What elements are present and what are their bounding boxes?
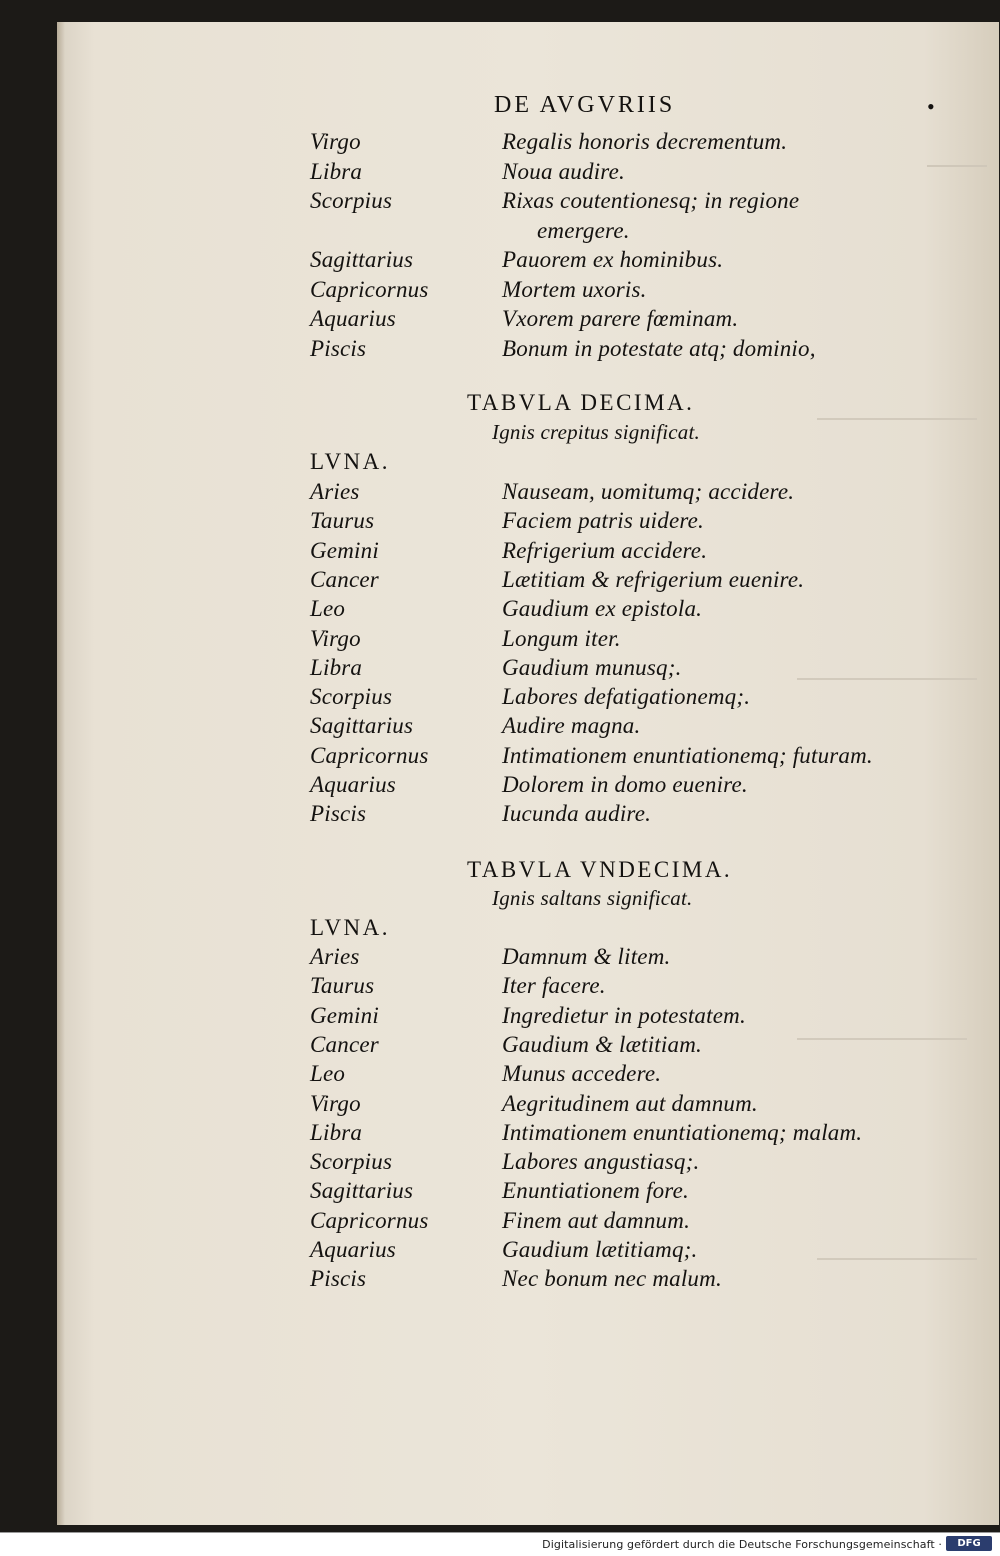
bleed-through-mark xyxy=(817,402,977,420)
zodiac-sign: Taurus xyxy=(310,508,375,534)
sign-meaning: Intimationem enuntiationemq; futuram. xyxy=(502,742,873,768)
zodiac-sign: Cancer xyxy=(310,1031,379,1057)
zodiac-sign: Leo xyxy=(310,596,346,622)
sign-meaning: Pauorem ex hominibus. xyxy=(502,247,724,272)
zodiac-sign: Virgo xyxy=(310,625,361,651)
sign-meaning: Nauseam, uomitumq; accidere. xyxy=(502,479,795,504)
zodiac-sign: Scorpius xyxy=(310,684,393,710)
zodiac-sign: Taurus xyxy=(310,973,375,999)
luna-label: LVNA. xyxy=(310,915,391,940)
sign-meaning-continuation: emergere. xyxy=(537,217,630,243)
sign-meaning: Labores angustiasq;. xyxy=(502,1149,700,1175)
sign-meaning: Iucunda audire. xyxy=(502,801,652,827)
zodiac-sign: Libra xyxy=(310,654,363,680)
sign-meaning: Audire magna. xyxy=(502,713,641,739)
luna-label: LVNA. xyxy=(310,449,391,474)
zodiac-sign: Sagittarius xyxy=(310,247,414,272)
zodiac-sign: Leo xyxy=(310,1061,346,1087)
zodiac-sign: Aquarius xyxy=(310,772,396,797)
corner-mark: • xyxy=(927,94,935,119)
sign-meaning: Gaudium ex epistola. xyxy=(502,596,703,622)
sign-meaning: Finem aut damnum. xyxy=(502,1207,691,1233)
sign-meaning: Nec bonum nec malum. xyxy=(502,1266,722,1292)
running-head: DE AVGVRIIS xyxy=(494,92,676,118)
sign-meaning: Aegritudinem aut damnum. xyxy=(502,1090,758,1116)
sign-meaning: Munus accedere. xyxy=(502,1061,662,1087)
zodiac-sign: Piscis xyxy=(310,801,367,827)
sign-meaning: Damnum & litem. xyxy=(502,944,671,969)
dfg-logo-icon: DFG xyxy=(946,1536,992,1551)
sign-meaning: Iter facere. xyxy=(502,973,606,999)
sign-meaning: Longum iter. xyxy=(502,625,621,651)
zodiac-sign: Aries xyxy=(310,944,360,969)
zodiac-sign: Capricornus xyxy=(310,1207,429,1233)
zodiac-sign: Capricornus xyxy=(310,742,429,768)
zodiac-sign: Libra xyxy=(310,1119,363,1145)
sign-meaning: Vxorem parere fœminam. xyxy=(502,306,739,331)
sign-meaning: Noua audire. xyxy=(502,158,625,184)
digitization-footer xyxy=(0,1532,1000,1556)
sign-meaning: Mortem uxoris. xyxy=(502,276,647,302)
sign-meaning: Gaudium lætitiamq;. xyxy=(502,1237,698,1262)
bleed-through-mark xyxy=(927,147,987,167)
page-gutter-shadow xyxy=(57,22,65,1525)
sign-meaning: Refrigerium accidere. xyxy=(502,537,708,563)
sign-meaning: Intimationem enuntiationemq; malam. xyxy=(502,1119,863,1145)
sign-meaning: Labores defatigationemq;. xyxy=(502,684,751,710)
footer-credit-text: Digitalisierung gefördert durch die Deutsche Forschungsgemeinschaft · xyxy=(542,1538,942,1551)
table-title: TABVLA VNDECIMA. xyxy=(467,857,733,882)
zodiac-sign: Gemini xyxy=(310,537,379,563)
bleed-through-mark xyxy=(797,662,977,680)
book-page xyxy=(57,22,999,1525)
zodiac-sign: Piscis xyxy=(310,335,367,361)
sign-meaning: Dolorem in domo euenire. xyxy=(502,772,748,797)
sign-meaning: Lætitiam & refrigerium euenire. xyxy=(502,566,805,592)
zodiac-sign: Libra xyxy=(310,158,363,184)
zodiac-sign: Scorpius xyxy=(310,188,393,213)
sign-meaning: Regalis honoris decrementum. xyxy=(502,129,788,154)
sign-meaning: Ingredietur in potestatem. xyxy=(502,1002,746,1028)
zodiac-sign: Aries xyxy=(310,479,360,504)
zodiac-sign: Cancer xyxy=(310,566,379,592)
sign-meaning: Rixas coutentionesq; in regione xyxy=(502,188,800,213)
zodiac-sign: Aquarius xyxy=(310,1237,396,1262)
zodiac-sign: Piscis xyxy=(310,1266,367,1292)
zodiac-sign: Sagittarius xyxy=(310,713,414,739)
sign-meaning: Bonum in potestate atq; dominio, xyxy=(502,335,816,361)
zodiac-sign: Aquarius xyxy=(310,306,396,331)
zodiac-sign: Virgo xyxy=(310,129,361,154)
table-subtitle: Ignis saltans significat. xyxy=(492,886,693,910)
zodiac-sign: Gemini xyxy=(310,1002,379,1028)
table-subtitle: Ignis crepitus significat. xyxy=(492,420,700,444)
bleed-through-mark xyxy=(817,1242,977,1260)
zodiac-sign: Scorpius xyxy=(310,1149,393,1175)
zodiac-sign: Sagittarius xyxy=(310,1178,414,1204)
table-title: TABVLA DECIMA. xyxy=(467,390,695,415)
sign-meaning: Enuntiationem fore. xyxy=(502,1178,689,1204)
zodiac-sign: Virgo xyxy=(310,1090,361,1116)
zodiac-sign: Capricornus xyxy=(310,276,429,302)
sign-meaning: Gaudium & lætitiam. xyxy=(502,1031,702,1057)
sign-meaning: Faciem patris uidere. xyxy=(502,508,705,534)
sign-meaning: Gaudium munusq;. xyxy=(502,654,682,680)
bleed-through-mark xyxy=(797,1022,967,1040)
